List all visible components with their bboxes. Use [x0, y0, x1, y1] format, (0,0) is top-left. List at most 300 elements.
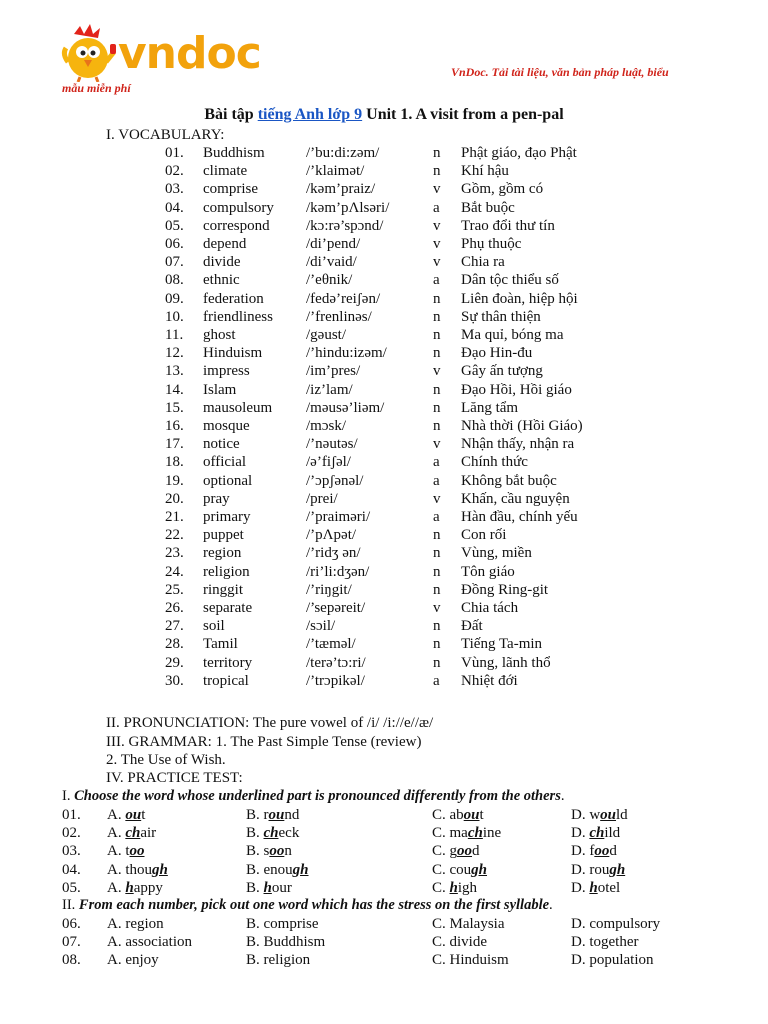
- vocab-num: 10.: [165, 308, 184, 325]
- vocab-meaning: Dân tộc thiểu số: [461, 272, 559, 289]
- vocab-row: [0, 526, 768, 544]
- question-row: [0, 824, 768, 842]
- vocab-row: [0, 362, 768, 380]
- vocab-ipa: /terə’tɔ:ri/: [306, 654, 366, 671]
- vocab-pos: n: [433, 327, 441, 343]
- vocab-meaning: Ma quỉ, bóng ma: [461, 327, 564, 343]
- vocab-ipa: /kəm’pɅlsəri/: [306, 199, 390, 216]
- option-text: n: [284, 843, 292, 860]
- option-text: B.: [246, 825, 264, 842]
- vocab-row: [0, 399, 768, 417]
- answer-option-a[interactable]: [107, 861, 168, 879]
- vocab-pos: v: [433, 490, 441, 507]
- answer-option-c[interactable]: [432, 842, 480, 860]
- answer-option-b[interactable]: B. Buddhism: [246, 934, 326, 951]
- vocab-num: 29.: [165, 654, 184, 671]
- vocab-row: [0, 599, 768, 617]
- underlined-part: gh: [292, 861, 309, 878]
- vocab-pos: n: [433, 654, 441, 671]
- vocab-pos: a: [433, 272, 440, 289]
- vocab-word: Buddhism: [203, 145, 265, 161]
- vocab-meaning: Gây ấn tượng: [461, 363, 543, 380]
- vocab-ipa: /ri’li:dʒən/: [306, 563, 370, 580]
- answer-option-c[interactable]: C. Hinduism: [432, 952, 509, 969]
- vocab-word: optional: [203, 472, 253, 489]
- vocab-num: 15.: [165, 399, 184, 416]
- answer-option-b[interactable]: [246, 824, 299, 842]
- answer-option-d[interactable]: D. together: [571, 934, 639, 951]
- vocab-pos: a: [433, 454, 440, 471]
- question-number: 08.: [62, 952, 81, 969]
- vocab-meaning: Vùng, lãnh thổ: [461, 654, 551, 671]
- vocab-word: depend: [203, 236, 247, 252]
- vocab-ipa: /sɔil/: [306, 618, 336, 635]
- vocab-ipa: /kɔ:rə’spɔnd/: [306, 217, 384, 234]
- vocab-word: ringgit: [203, 581, 243, 598]
- vocab-word: Islam: [203, 381, 237, 398]
- vocab-row: [0, 417, 768, 435]
- vocab-ipa: /’ɔpʃənəl/: [306, 472, 364, 489]
- answer-option-c[interactable]: C. Malaysia: [432, 916, 505, 932]
- underlined-part: ou: [463, 807, 480, 823]
- underlined-part: oo: [269, 843, 285, 860]
- vocab-ipa: /’trɔpikəl/: [306, 672, 365, 689]
- part1-period: .: [560, 788, 565, 804]
- vocab-meaning: Khí hậu: [461, 163, 509, 180]
- vocab-num: 19.: [165, 472, 184, 489]
- vocab-row: [0, 290, 768, 308]
- option-text: B. r: [246, 807, 269, 823]
- underlined-part: gh: [609, 861, 626, 878]
- vocab-num: 12.: [165, 345, 184, 362]
- answer-option-d[interactable]: D. population: [571, 952, 654, 969]
- answer-option-c[interactable]: C. divide: [432, 934, 487, 951]
- vocab-pos: n: [433, 381, 441, 398]
- vocab-meaning: Nhà thời (Hồi Giáo): [461, 418, 583, 434]
- option-text: A.: [107, 879, 126, 896]
- vocab-pos: v: [433, 181, 441, 198]
- option-text: d: [472, 843, 480, 860]
- vocab-word: mausoleum: [203, 399, 273, 416]
- answer-option-a[interactable]: [107, 824, 156, 842]
- vocab-num: 21.: [165, 509, 184, 525]
- vocab-word: impress: [203, 363, 250, 380]
- answer-option-a[interactable]: [107, 842, 145, 860]
- vocab-meaning: Vùng, miền: [461, 545, 532, 562]
- vocab-num: 01.: [165, 145, 184, 161]
- document-title: [0, 106, 768, 124]
- vocab-pos: v: [433, 436, 441, 453]
- vocab-word: Hinduism: [203, 345, 263, 362]
- option-text: C. g: [432, 843, 458, 860]
- answer-option-d[interactable]: [571, 806, 628, 824]
- option-text: A.: [107, 825, 126, 842]
- vocab-row: [0, 472, 768, 490]
- vocab-pos: n: [433, 581, 441, 598]
- vocab-word: divide: [203, 254, 241, 271]
- underlined-part: ch: [589, 825, 605, 842]
- vocab-ipa: /di’pend/: [306, 236, 361, 252]
- vocab-word: friendliness: [203, 308, 273, 325]
- vocab-meaning: Không bắt buộc: [461, 472, 557, 489]
- section-vocabulary-heading: I. VOCABULARY:: [106, 127, 225, 143]
- vocab-meaning: Con rối: [461, 527, 507, 544]
- vocab-row: [0, 271, 768, 289]
- answer-option-d[interactable]: [571, 861, 625, 879]
- chicken-mascot-icon: [60, 22, 118, 82]
- question-number: 04.: [62, 861, 81, 878]
- answer-option-c[interactable]: [432, 879, 477, 897]
- vocab-pos: n: [433, 308, 441, 325]
- vocab-row: [0, 435, 768, 453]
- vocab-pos: a: [433, 199, 440, 216]
- question-number: 02.: [62, 825, 81, 842]
- question-number: 01.: [62, 807, 81, 823]
- vocab-word: tropical: [203, 672, 249, 689]
- vocab-num: 09.: [165, 290, 184, 307]
- vocab-ipa: /məusə’liəm/: [306, 399, 385, 416]
- vocab-row: [0, 326, 768, 344]
- vocab-pos: n: [433, 399, 441, 416]
- vocab-num: 28.: [165, 636, 184, 653]
- underlined-part: gh: [152, 861, 168, 878]
- vocab-ipa: /’sepəreit/: [306, 600, 366, 616]
- question-number: 06.: [62, 916, 81, 932]
- vocab-pos: v: [433, 217, 441, 234]
- question-row: [0, 861, 768, 879]
- vocab-meaning: Tôn giáo: [461, 563, 515, 580]
- vocab-pos: n: [433, 345, 441, 362]
- vocab-pos: v: [433, 254, 441, 271]
- vocab-pos: n: [433, 290, 441, 307]
- vocab-num: 03.: [165, 181, 184, 198]
- underlined-part: oo: [129, 843, 145, 860]
- vocab-word: federation: [203, 290, 264, 307]
- vocab-row: [0, 581, 768, 599]
- part2-instruction: [62, 896, 553, 914]
- vocab-row: [0, 235, 768, 253]
- vocab-meaning: Khấn, cầu nguyện: [461, 490, 570, 507]
- answer-option-c[interactable]: [432, 806, 484, 824]
- page-header: [0, 0, 768, 100]
- vocab-num: 17.: [165, 436, 184, 453]
- vocab-row: [0, 180, 768, 198]
- vocab-meaning: Đất: [461, 618, 483, 635]
- vocab-row: [0, 381, 768, 399]
- vocab-ipa: /kəm’praiz/: [306, 181, 376, 198]
- section-grammar-item: 2. The Use of Wish.: [106, 752, 226, 768]
- part1-instruction: [62, 787, 564, 805]
- option-text: igh: [457, 879, 478, 896]
- vocab-ipa: /’pɅpət/: [306, 527, 357, 544]
- vocab-num: 06.: [165, 236, 184, 252]
- vocab-num: 16.: [165, 418, 184, 434]
- vocab-meaning: Đồng Ring-git: [461, 581, 549, 598]
- option-text: A.: [107, 807, 126, 823]
- underlined-part: ou: [268, 807, 285, 823]
- answer-option-d[interactable]: [571, 824, 620, 842]
- option-text: B. s: [246, 843, 270, 860]
- option-text: B.: [246, 879, 264, 896]
- vocab-num: 14.: [165, 381, 184, 398]
- vocab-meaning: Nhiệt đới: [461, 672, 518, 689]
- vocab-meaning: Phụ thuộc: [461, 236, 522, 252]
- vocab-ipa: /’frenlinəs/: [306, 308, 372, 325]
- vocab-ipa: /’klaimət/: [306, 163, 365, 180]
- underlined-part: h: [589, 879, 598, 896]
- title-prefix: Bài tập: [204, 106, 258, 123]
- option-text: D.: [571, 825, 590, 842]
- vocab-num: 26.: [165, 600, 184, 616]
- underlined-part: h: [449, 879, 458, 896]
- answer-option-b[interactable]: [246, 861, 309, 879]
- question-number: 07.: [62, 934, 81, 951]
- answer-option-b[interactable]: [246, 806, 299, 824]
- vocab-row: [0, 635, 768, 653]
- option-text: ine: [482, 825, 502, 842]
- vocab-num: 22.: [165, 527, 184, 544]
- vocab-word: correspond: [203, 217, 270, 234]
- vocab-meaning: Sự thân thiện: [461, 308, 541, 325]
- option-text: our: [271, 879, 292, 896]
- vocab-ipa: /’bu:di:zəm/: [306, 145, 380, 161]
- vocab-row: [0, 508, 768, 526]
- part1-lead: I.: [62, 788, 75, 804]
- vocab-pos: v: [433, 236, 441, 252]
- vocab-pos: a: [433, 509, 440, 525]
- option-text: D. rou: [571, 861, 610, 878]
- vocab-meaning: Đạo Hồi, Hồi giáo: [461, 381, 572, 398]
- vocab-ipa: /’praiməri/: [306, 509, 371, 525]
- question-row: [0, 879, 768, 897]
- answer-option-d[interactable]: D. compulsory: [571, 916, 661, 932]
- vocab-word: ghost: [203, 327, 236, 343]
- part2-period: .: [549, 897, 553, 913]
- answer-option-a[interactable]: [107, 879, 163, 897]
- question-row: [0, 842, 768, 860]
- vocab-ipa: /’riŋgit/: [306, 581, 352, 598]
- vocab-word: separate: [203, 600, 253, 616]
- section-grammar-heading: III. GRAMMAR: 1. The Past Simple Tense (review): [106, 734, 422, 750]
- vocab-meaning: Chia ra: [461, 254, 505, 271]
- vocab-num: 05.: [165, 217, 184, 234]
- vocab-row: [0, 344, 768, 362]
- vocab-word: ethnic: [203, 272, 240, 289]
- question-row: [0, 951, 768, 969]
- vocab-num: 04.: [165, 199, 184, 216]
- vocab-row: [0, 217, 768, 235]
- vocab-ipa: /’eθnik/: [306, 272, 353, 289]
- option-text: ld: [616, 807, 628, 823]
- vocab-num: 27.: [165, 618, 184, 635]
- logo-wordmark: vndoc: [118, 28, 261, 79]
- vocab-row: [0, 308, 768, 326]
- vocab-num: 18.: [165, 454, 184, 471]
- vocab-ipa: /’hindu:izəm/: [306, 345, 387, 362]
- vocab-meaning: Liên đoàn, hiệp hội: [461, 290, 578, 307]
- vocab-pos: a: [433, 672, 440, 689]
- vocab-word: official: [203, 454, 247, 471]
- option-text: C. cou: [432, 861, 472, 878]
- vocab-ipa: /iz’lam/: [306, 381, 353, 398]
- option-text: nd: [284, 807, 300, 823]
- option-text: ild: [604, 825, 621, 842]
- vocab-word: climate: [203, 163, 248, 180]
- vocab-row: [0, 144, 768, 162]
- option-text: d: [609, 843, 617, 860]
- answer-option-d[interactable]: [571, 879, 620, 897]
- vocab-num: 08.: [165, 272, 184, 289]
- vocab-row: [0, 253, 768, 271]
- option-text: D. f: [571, 843, 595, 860]
- option-text: C. ab: [432, 807, 464, 823]
- title-suffix: Unit 1. A visit from a pen-pal: [362, 106, 564, 123]
- option-text: C. ma: [432, 825, 468, 842]
- answer-option-b[interactable]: B. comprise: [246, 916, 319, 932]
- answer-option-a[interactable]: A. association: [107, 934, 192, 951]
- vocab-num: 24.: [165, 563, 184, 580]
- vocab-pos: n: [433, 618, 441, 635]
- answer-option-c[interactable]: [432, 861, 487, 879]
- vocab-pos: a: [433, 472, 440, 489]
- answer-option-b[interactable]: [246, 842, 292, 860]
- vocab-num: 13.: [165, 363, 184, 380]
- vocab-pos: n: [433, 163, 441, 180]
- vocab-pos: n: [433, 636, 441, 653]
- vocab-ipa: /’tæməl/: [306, 636, 356, 653]
- underlined-part: gh: [471, 861, 488, 878]
- vocab-row: [0, 654, 768, 672]
- vocab-meaning: Đạo Hin-đu: [461, 345, 533, 362]
- vocab-num: 11.: [165, 327, 184, 343]
- vocab-word: territory: [203, 654, 253, 671]
- option-text: A. thou: [107, 861, 152, 878]
- vocab-num: 02.: [165, 163, 184, 180]
- section-practice-heading: IV. PRACTICE TEST:: [106, 770, 243, 786]
- vocab-meaning: Lăng tẩm: [461, 399, 519, 416]
- part2-instruction-text: From each number, pick out one word which has the stress on the first syllable: [78, 897, 550, 913]
- question-row: [0, 915, 768, 933]
- vocab-pos: n: [433, 418, 441, 434]
- vocab-meaning: Gồm, gồm có: [461, 181, 544, 198]
- vocab-meaning: Chia tách: [461, 600, 519, 616]
- underlined-part: oo: [457, 843, 473, 860]
- vocab-row: [0, 563, 768, 581]
- option-text: otel: [597, 879, 621, 896]
- underlined-part: oo: [594, 843, 610, 860]
- vocab-ipa: /’ridʒ ən/: [306, 545, 361, 562]
- option-text: air: [140, 825, 157, 842]
- vocab-row: [0, 453, 768, 471]
- title-link[interactable]: tiếng Anh lớp 9: [257, 106, 363, 123]
- underlined-part: h: [125, 879, 134, 896]
- option-text: t: [141, 807, 146, 823]
- vocab-pos: n: [433, 527, 441, 544]
- vocab-pos: v: [433, 363, 441, 380]
- vocab-row: [0, 617, 768, 635]
- vocab-meaning: Chính thức: [461, 454, 528, 471]
- vocab-word: mosque: [203, 418, 250, 434]
- option-text: t: [479, 807, 484, 823]
- question-row: [0, 933, 768, 951]
- vocab-row: [0, 672, 768, 690]
- vocab-word: pray: [203, 490, 230, 507]
- underlined-part: h: [263, 879, 272, 896]
- vocab-meaning: Trao đổi thư tín: [461, 217, 555, 234]
- vocab-word: region: [203, 545, 242, 562]
- part1-instruction-text: Choose the word whose underlined part is pronounced differently from the others: [74, 788, 561, 804]
- vocab-meaning: Bắt buộc: [461, 199, 515, 216]
- section-pronunciation-heading: II. PRONUNCIATION: The pure vowel of /i/ /i://e//æ/: [106, 715, 434, 731]
- answer-option-b[interactable]: B. religion: [246, 952, 311, 969]
- underlined-part: ch: [125, 825, 141, 842]
- answer-option-b[interactable]: [246, 879, 292, 897]
- underlined-part: ou: [125, 807, 142, 823]
- answer-option-a[interactable]: A. region: [107, 916, 164, 932]
- option-text: A. t: [107, 843, 130, 860]
- vocab-word: puppet: [203, 527, 244, 544]
- header-tagline-continued: mẫu miễn phí: [62, 81, 131, 95]
- option-text: B. enou: [246, 861, 293, 878]
- vocab-pos: n: [433, 145, 441, 161]
- vocab-ipa: /mɔsk/: [306, 418, 346, 434]
- vocab-meaning: Hàn đầu, chính yếu: [461, 509, 578, 525]
- option-text: D.: [571, 879, 590, 896]
- vocab-meaning: Tiếng Ta-min: [461, 636, 543, 653]
- vocab-word: Tamil: [203, 636, 238, 653]
- vocab-ipa: /prei/: [306, 490, 338, 507]
- question-row: [0, 806, 768, 824]
- vocab-num: 30.: [165, 672, 184, 689]
- vocab-num: 20.: [165, 490, 184, 507]
- option-text: D. w: [571, 807, 601, 823]
- vocab-row: [0, 162, 768, 180]
- underlined-part: ch: [467, 825, 483, 842]
- vocab-num: 07.: [165, 254, 184, 271]
- question-number: 03.: [62, 843, 81, 860]
- vocab-word: compulsory: [203, 199, 274, 216]
- vocab-ipa: /di’vaid/: [306, 254, 357, 271]
- vocab-word: notice: [203, 436, 240, 453]
- option-text: appy: [133, 879, 163, 896]
- vocab-row: [0, 490, 768, 508]
- option-text: C.: [432, 879, 450, 896]
- vocab-ipa: /gəust/: [306, 327, 346, 343]
- vocab-pos: n: [433, 563, 441, 580]
- answer-option-a[interactable]: A. enjoy: [107, 952, 159, 969]
- vocab-word: comprise: [203, 181, 258, 198]
- vocab-num: 23.: [165, 545, 184, 562]
- vocab-num: 25.: [165, 581, 184, 598]
- vocab-word: soil: [203, 618, 225, 635]
- underlined-part: ch: [263, 825, 279, 842]
- header-tagline: VnDoc. Tải tài liệu, văn bản pháp luật, biểu: [451, 65, 669, 79]
- question-number: 05.: [62, 879, 81, 896]
- answer-option-c[interactable]: [432, 824, 501, 842]
- vocab-ipa: /’nəutəs/: [306, 436, 358, 453]
- underlined-part: ou: [600, 807, 617, 823]
- answer-option-a[interactable]: [107, 806, 145, 824]
- vocab-ipa: /fedə’reiʃən/: [306, 290, 381, 307]
- vocab-word: religion: [203, 563, 250, 580]
- vocab-ipa: /im’pres/: [306, 363, 361, 380]
- vocab-meaning: Nhận thấy, nhận ra: [461, 436, 575, 453]
- vocab-row: [0, 544, 768, 562]
- vocab-ipa: /ə’fiʃəl/: [306, 454, 351, 471]
- answer-option-d[interactable]: [571, 842, 617, 860]
- vocab-pos: v: [433, 600, 441, 616]
- vocab-meaning: Phật giáo, đạo Phật: [461, 145, 577, 161]
